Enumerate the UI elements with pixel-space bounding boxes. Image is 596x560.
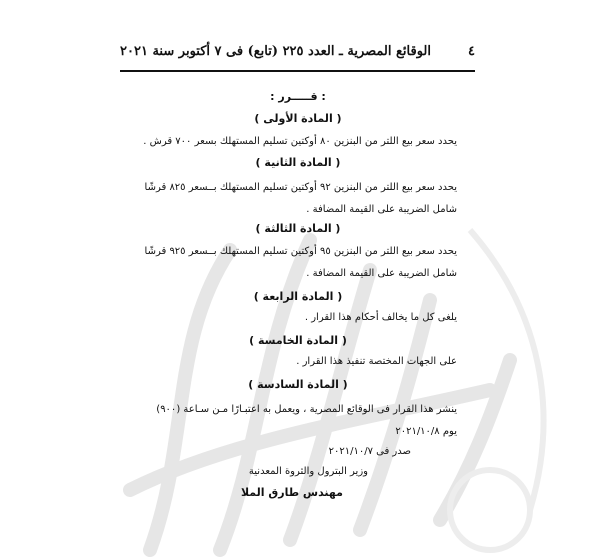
article-5-heading: ( المادة الخامسة ) xyxy=(249,334,347,347)
article-3-line-1: يحدد سعر بيع اللتر من البنزين ٩٥ أوكتين تسليم المستهلك بــسعر ٩٢٥ قرشًا xyxy=(144,246,457,257)
page-number: ٤ xyxy=(468,44,475,59)
article-4-line-1: يلغى كل ما يخالف أحكام هذا القرار . xyxy=(304,312,457,323)
header-rule xyxy=(120,70,475,72)
header-title: الوقائع المصرية ـ العدد ٢٢٥ (تابع) فى ٧ أكتوبر سنة ٢٠٢١ xyxy=(120,44,432,59)
article-5-line-1: على الجهات المختصة تنفيذ هذا القرار . xyxy=(296,356,457,367)
article-6-line-2: يوم ٢٠٢١/١٠/٨ xyxy=(395,426,457,437)
article-4-heading: ( المادة الرابعة ) xyxy=(253,290,343,303)
signature-name: مهندس طارق الملا xyxy=(240,486,343,499)
article-2-line-1: يحدد سعر بيع اللتر من البنزين ٩٢ أوكتين تسليم المستهلك بــسعر ٨٢٥ قرشًا xyxy=(144,182,457,193)
article-6-heading: ( المادة السادسة ) xyxy=(248,378,348,391)
article-3-line-2: شامل الضريبة على القيمة المضافة . xyxy=(306,268,457,279)
article-3-heading: ( المادة الثالثة ) xyxy=(255,222,341,235)
decision-title: : قـــــرر : xyxy=(270,90,326,103)
signature-role: وزير البترول والثروة المعدنية xyxy=(248,466,368,477)
issued-date: صدر فى ٢٠٢١/١٠/٧ xyxy=(328,446,411,457)
article-1-line-1: يحدد سعر بيع اللتر من البنزين ٨٠ أوكتين تسليم المستهلك بسعر ٧٠٠ قرش . xyxy=(143,136,457,147)
article-2-heading: ( المادة الثانية ) xyxy=(255,156,341,169)
article-2-line-2: شامل الضريبة على القيمة المضافة . xyxy=(306,204,457,215)
article-1-heading: ( المادة الأولى ) xyxy=(254,112,342,125)
gazette-header xyxy=(120,44,475,66)
article-6-line-1: ينشر هذا القرار فى الوقائع المصرية ، ويعمل به اعتبـارًا مـن سـاعة (٩٠٠) xyxy=(156,404,457,415)
